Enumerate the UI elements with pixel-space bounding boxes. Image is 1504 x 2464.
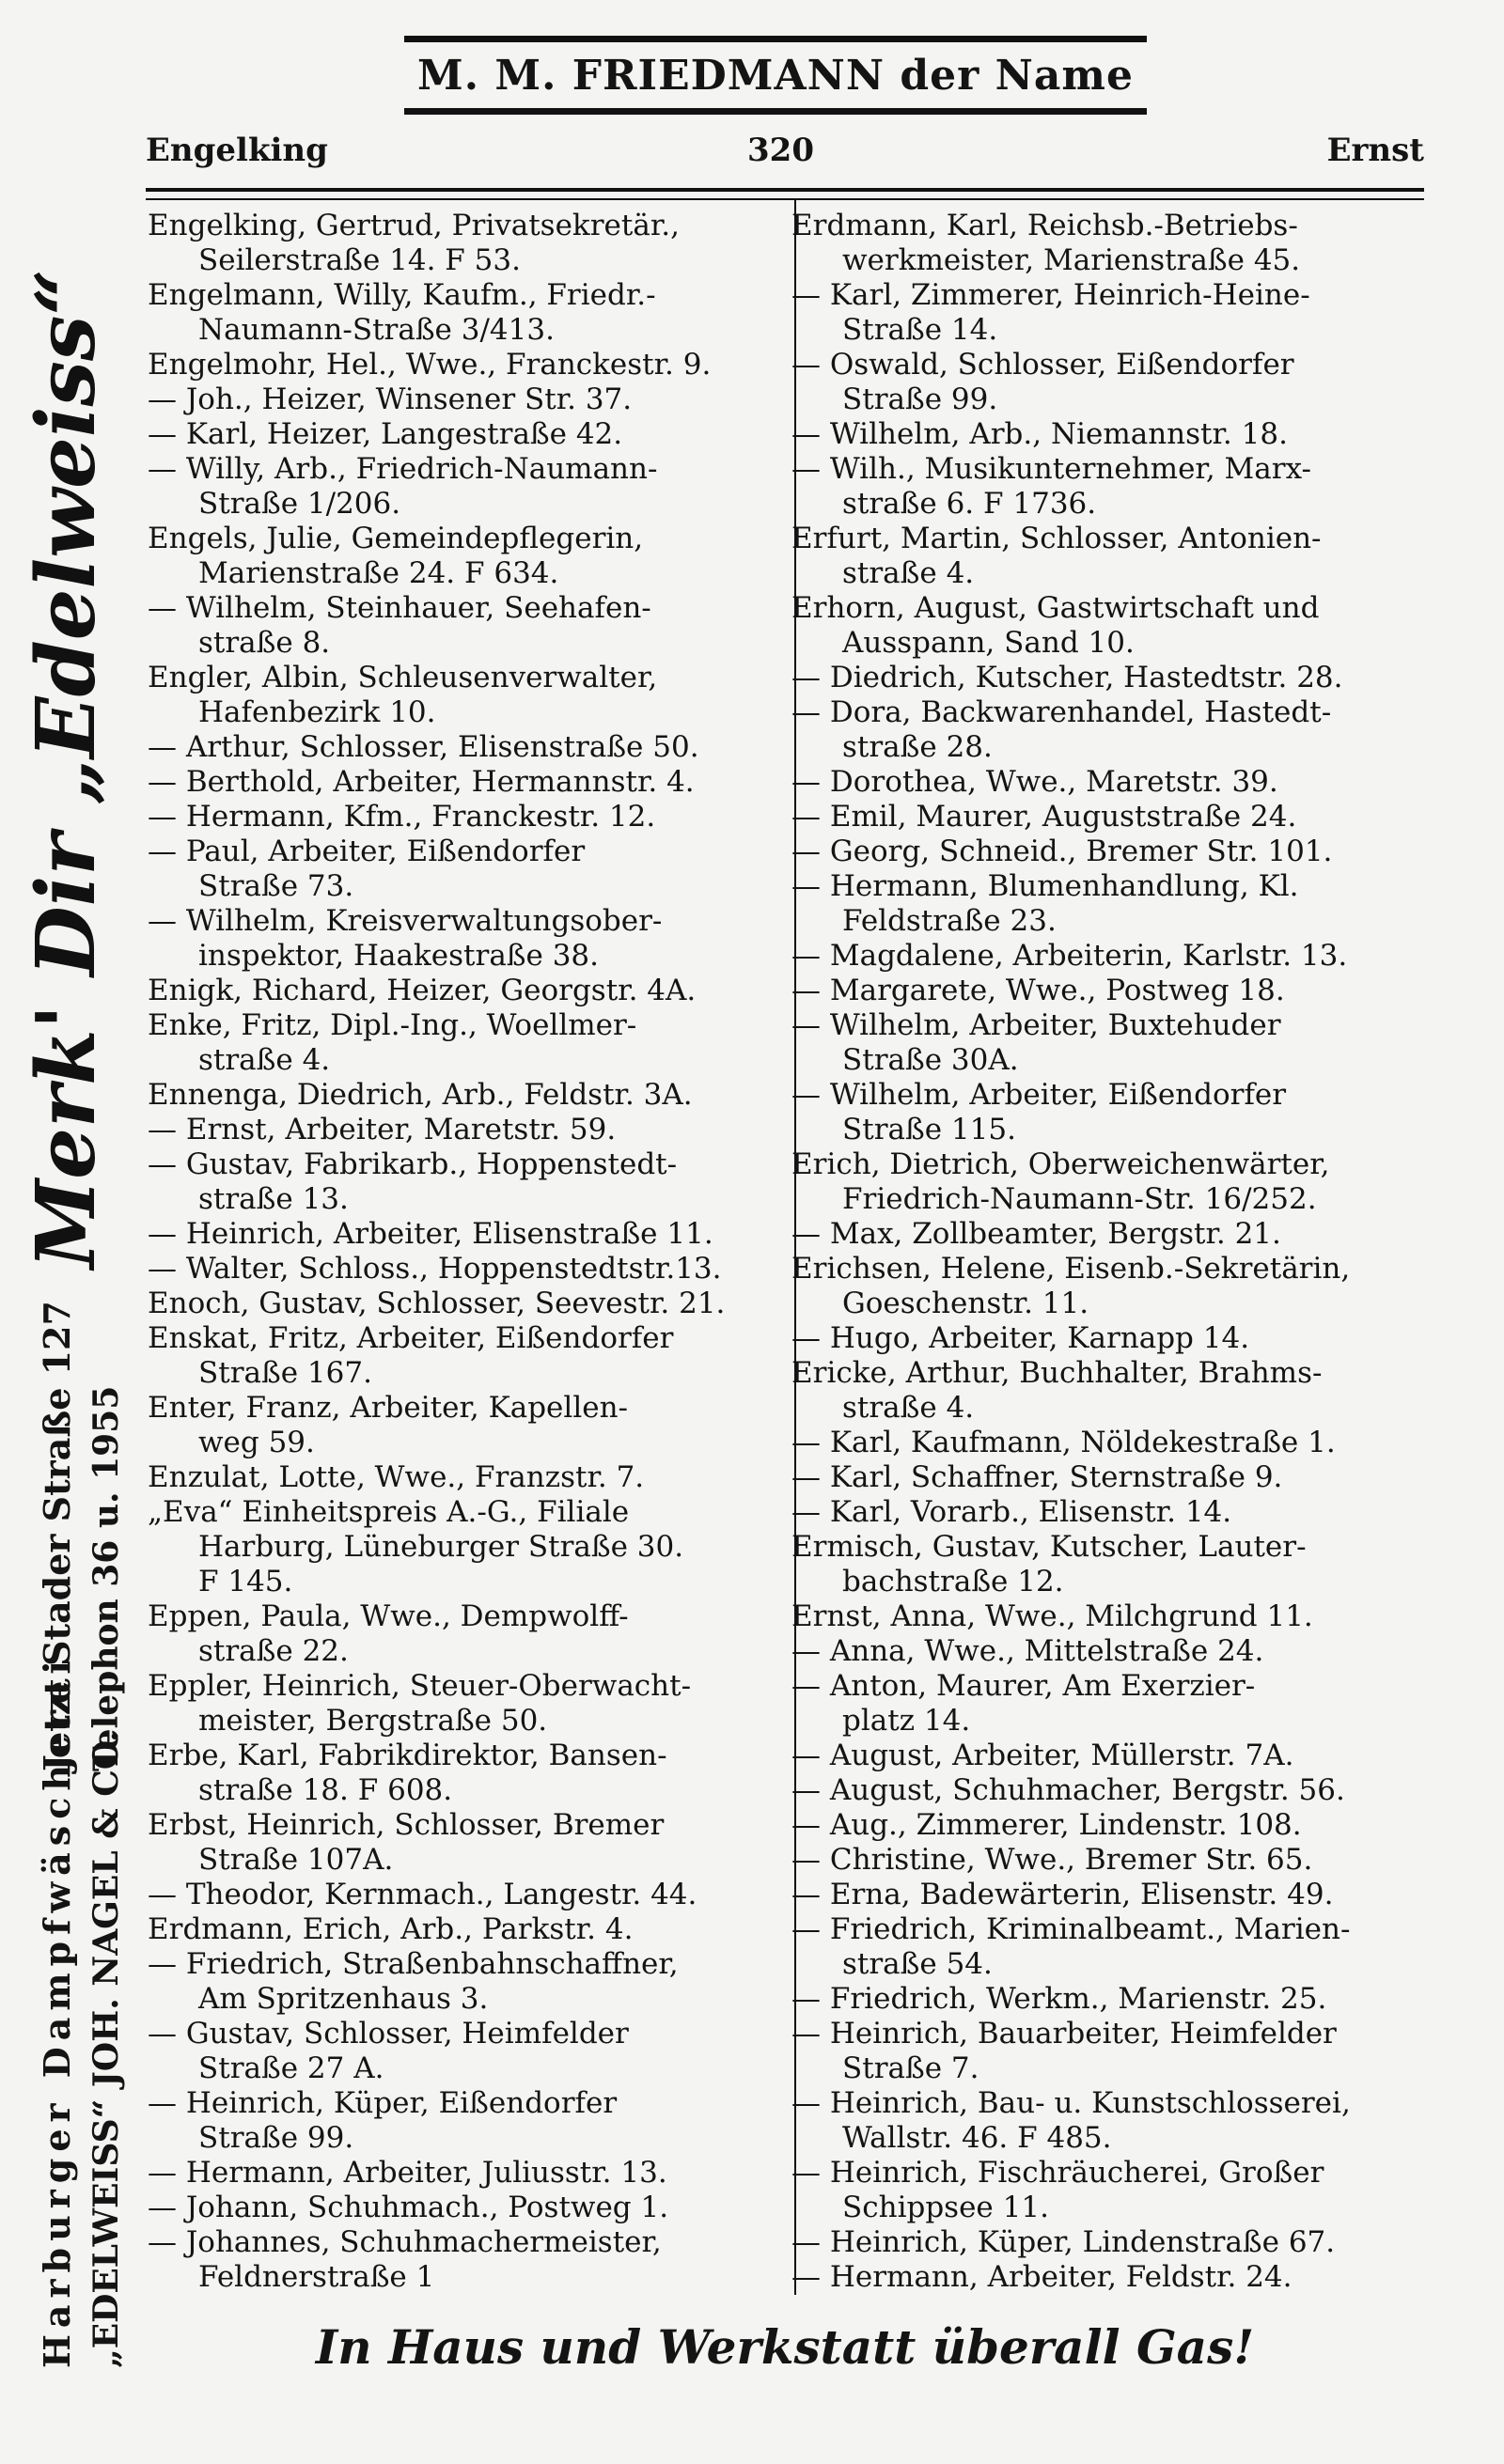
entry-line: Straße 27 A. xyxy=(198,2051,384,2085)
directory-entry xyxy=(148,1669,777,1739)
entry-line: Eppen, Paula, Wwe., Dempwolff- xyxy=(148,1599,629,1633)
directory-entry xyxy=(791,1530,1421,1599)
side-address-line1: Jetzt Stader Straße 127 xyxy=(36,1301,78,1771)
entry-line: Erfurt, Martin, Schlosser, Antonien- xyxy=(791,522,1322,555)
directory-entry xyxy=(791,591,1421,661)
directory-entry xyxy=(148,974,777,1008)
side-address-line2: Telephon 36 u. 1955 xyxy=(86,1385,126,1771)
directory-entry xyxy=(791,661,1421,695)
entry-line: Erbe, Karl, Fabrikdirektor, Bansen- xyxy=(148,1739,667,1772)
directory-entry xyxy=(148,1287,777,1321)
entry-line: Friedrich-Naumann-Str. 16/252. xyxy=(842,1182,1317,1216)
entry-line: — Walter, Schloss., Hoppenstedtstr.13. xyxy=(148,1252,722,1286)
footer-slogan: In Haus und Werkstatt überall Gas! xyxy=(315,2319,1255,2375)
directory-entry xyxy=(791,1773,1421,1808)
entry-line: — Hermann, Arbeiter, Feldstr. 24. xyxy=(791,2260,1292,2294)
directory-entry xyxy=(148,1808,777,1878)
entry-line: — Max, Zollbeamter, Bergstr. 21. xyxy=(791,1217,1281,1251)
entry-line: — Karl, Heizer, Langestraße 42. xyxy=(148,417,623,451)
entry-line: — Hermann, Kfm., Franckestr. 12. xyxy=(148,800,656,834)
entry-line: — Gustav, Schlosser, Heimfelder xyxy=(148,2017,629,2051)
entry-line: meister, Bergstraße 50. xyxy=(198,1704,548,1738)
entry-line: — Friedrich, Kriminalbeamt., Marien- xyxy=(791,1912,1351,1946)
entry-line: — Wilhelm, Arbeiter, Buxtehuder xyxy=(791,1008,1281,1042)
directory-entry xyxy=(791,522,1421,591)
directory-entry xyxy=(791,1599,1421,1634)
entry-line: Erbst, Heinrich, Schlosser, Bremer xyxy=(148,1808,665,1842)
directory-entry xyxy=(791,2225,1421,2260)
directory-entry xyxy=(148,1878,777,1912)
directory-entry xyxy=(791,1147,1421,1217)
entry-line: — Heinrich, Bauarbeiter, Heimfelder xyxy=(791,2017,1337,2051)
entry-line: Ericke, Arthur, Buchhalter, Brahms- xyxy=(791,1356,1323,1390)
entry-line: Straße 167. xyxy=(198,1356,372,1390)
directory-entry xyxy=(148,382,777,417)
entry-line: Straße 7. xyxy=(842,2051,979,2085)
entry-line: Ennenga, Diedrich, Arb., Feldstr. 3A. xyxy=(148,1078,693,1112)
entry-line: Straße 73. xyxy=(198,869,354,903)
entry-line: — Karl, Kaufmann, Nöldekestraße 1. xyxy=(791,1426,1336,1459)
directory-entry xyxy=(791,278,1421,348)
entry-line: straße 4. xyxy=(198,1043,331,1077)
entry-line: — Dorothea, Wwe., Maretstr. 39. xyxy=(791,765,1278,799)
entry-line: Ausspann, Sand 10. xyxy=(842,626,1135,660)
entry-line: Straße 1/206. xyxy=(198,487,401,521)
directory-entry xyxy=(791,939,1421,974)
entry-line: Engels, Julie, Gemeindepflegerin, xyxy=(148,522,644,555)
entry-line: — Dora, Backwarenhandel, Hastedt- xyxy=(791,695,1332,729)
directory-entry xyxy=(791,417,1421,452)
entry-line: Straße 30A. xyxy=(842,1043,1019,1077)
directory-entry xyxy=(791,1495,1421,1530)
directory-entry xyxy=(791,452,1421,522)
directory-entry xyxy=(148,1078,777,1113)
entry-line: — Margarete, Wwe., Postweg 18. xyxy=(791,974,1285,1007)
entry-line: Feldnerstraße 1 xyxy=(198,2260,435,2294)
entry-line: Wallstr. 46. F 485. xyxy=(842,2121,1112,2155)
entry-line: „Eva“ Einheitspreis A.-G., Filiale xyxy=(148,1495,630,1529)
directory-entry xyxy=(791,800,1421,834)
entry-line: Straße 99. xyxy=(842,382,998,416)
directory-entry xyxy=(791,1634,1421,1669)
directory-entry xyxy=(791,2260,1421,2295)
directory-entry xyxy=(148,417,777,452)
entry-line: Engelking, Gertrud, Privatsekretär., xyxy=(148,209,680,242)
directory-entry xyxy=(791,1739,1421,1773)
entry-line: Enter, Franz, Arbeiter, Kapellen- xyxy=(148,1391,629,1425)
directory-entry xyxy=(148,1113,777,1147)
entry-line: — Oswald, Schlosser, Eißendorfer xyxy=(791,348,1294,382)
directory-entry xyxy=(148,1739,777,1808)
directory-entry xyxy=(148,800,777,834)
directory-entry xyxy=(791,1878,1421,1912)
entry-line: inspektor, Haakestraße 38. xyxy=(198,939,600,973)
entry-line: — Anna, Wwe., Mittelstraße 24. xyxy=(791,1634,1264,1668)
header-rule-thin xyxy=(146,198,1424,200)
directory-entry xyxy=(791,1669,1421,1739)
directory-entry xyxy=(791,834,1421,869)
entry-line: Marienstraße 24. F 634. xyxy=(198,556,559,590)
entry-line: straße 4. xyxy=(842,1391,975,1425)
directory-entry xyxy=(791,209,1421,278)
directory-entry xyxy=(791,1982,1421,2017)
directory-entry xyxy=(148,904,777,974)
entry-line: — Wilh., Musikunternehmer, Marx- xyxy=(791,452,1311,486)
entry-line: Erichsen, Helene, Eisenb.-Sekretärin, xyxy=(791,1252,1351,1286)
directory-entry xyxy=(148,2225,777,2295)
directory-entry xyxy=(791,2086,1421,2156)
directory-entry xyxy=(148,1217,777,1252)
entry-line: straße 28. xyxy=(842,730,993,764)
directory-entry xyxy=(148,522,777,591)
directory-entry xyxy=(148,2191,777,2225)
directory-entry xyxy=(791,1078,1421,1147)
entry-line: Goeschenstr. 11. xyxy=(842,1287,1089,1320)
entry-line: — Erna, Badewärterin, Elisenstr. 49. xyxy=(791,1878,1334,1911)
directory-entry xyxy=(148,1947,777,2017)
entry-line: — August, Schuhmacher, Bergstr. 56. xyxy=(791,1773,1345,1807)
entry-line: — Heinrich, Bau- u. Kunstschlosserei, xyxy=(791,2086,1351,2120)
entry-line: Schippsee 11. xyxy=(842,2191,1049,2224)
entry-line: — Gustav, Fabrikarb., Hoppenstedt- xyxy=(148,1147,678,1181)
directory-entry xyxy=(148,1008,777,1078)
directory-entry xyxy=(791,1217,1421,1252)
entry-line: Enzulat, Lotte, Wwe., Franzstr. 7. xyxy=(148,1460,645,1494)
entry-line: — Friedrich, Werkm., Marienstr. 25. xyxy=(791,1982,1327,2016)
entry-line: Straße 115. xyxy=(842,1113,1016,1146)
entry-line: — Magdalene, Arbeiterin, Karlstr. 13. xyxy=(791,939,1348,973)
entry-line: — Georg, Schneid., Bremer Str. 101. xyxy=(791,834,1333,868)
entry-line: — Hermann, Blumenhandlung, Kl. xyxy=(791,869,1299,903)
directory-entry xyxy=(791,1356,1421,1426)
entry-line: straße 8. xyxy=(198,626,331,660)
side-company-line2: „EDELWEISS“ JOH. NAGEL & CO. xyxy=(86,1730,126,2368)
entry-line: — Johann, Schuhmach., Postweg 1. xyxy=(148,2191,669,2224)
entry-line: — Karl, Zimmerer, Heinrich-Heine- xyxy=(791,278,1310,312)
entry-line: straße 18. F 608. xyxy=(198,1773,453,1807)
entry-line: Enoch, Gustav, Schlosser, Seevestr. 21. xyxy=(148,1287,726,1320)
entry-line: Enigk, Richard, Heizer, Georgstr. 4A. xyxy=(148,974,697,1007)
directory-entry xyxy=(791,2156,1421,2225)
directory-entry xyxy=(148,834,777,904)
entry-line: — Emil, Maurer, Auguststraße 24. xyxy=(791,800,1297,834)
directory-entry xyxy=(148,1495,777,1599)
directory-entry xyxy=(148,209,777,278)
directory-entry xyxy=(148,2086,777,2156)
entry-line: — Karl, Schaffner, Sternstraße 9. xyxy=(791,1460,1283,1494)
directory-entry xyxy=(148,1321,777,1391)
entry-line: — Heinrich, Arbeiter, Elisenstraße 11. xyxy=(148,1217,713,1251)
directory-entry xyxy=(791,1426,1421,1460)
entry-line: werkmeister, Marienstraße 45. xyxy=(842,243,1301,277)
side-slogan: Merk' Dir „Edelweiss“ xyxy=(19,269,114,1269)
entry-line: — Berthold, Arbeiter, Hermannstr. 4. xyxy=(148,765,695,799)
entry-line: Ermisch, Gustav, Kutscher, Lauter- xyxy=(791,1530,1307,1564)
advertisement-banner: M. M. FRIEDMANN der Name xyxy=(404,36,1147,115)
directory-entry xyxy=(791,974,1421,1008)
directory-entry xyxy=(148,1912,777,1947)
entry-line: — Ernst, Arbeiter, Maretstr. 59. xyxy=(148,1113,617,1146)
entry-line: Feldstraße 23. xyxy=(842,904,1057,938)
entry-line: Hafenbezirk 10. xyxy=(198,695,436,729)
entry-line: F 145. xyxy=(198,1565,293,1598)
directory-entry xyxy=(791,765,1421,800)
entry-line: — Aug., Zimmerer, Lindenstr. 108. xyxy=(791,1808,1302,1842)
page-number: 320 xyxy=(747,132,814,169)
entry-line: — Diedrich, Kutscher, Hastedtstr. 28. xyxy=(791,661,1343,694)
directory-entry xyxy=(148,1460,777,1495)
directory-entry xyxy=(148,661,777,730)
directory-entry xyxy=(791,869,1421,939)
entry-line: straße 22. xyxy=(198,1634,349,1668)
directory-entry xyxy=(791,1321,1421,1356)
entry-line: Enke, Fritz, Dipl.-Ing., Woellmer- xyxy=(148,1008,637,1042)
entry-line: Naumann-Straße 3/413. xyxy=(198,313,555,347)
entry-line: weg 59. xyxy=(198,1426,315,1459)
header-rule xyxy=(146,188,1424,192)
entry-line: — Theodor, Kernmach., Langestr. 44. xyxy=(148,1878,697,1911)
entry-line: — Wilhelm, Steinhauer, Seehafen- xyxy=(148,591,651,625)
entry-line: Seilerstraße 14. F 53. xyxy=(198,243,521,277)
entry-line: — August, Arbeiter, Müllerstr. 7A. xyxy=(791,1739,1294,1772)
directory-entry xyxy=(148,1252,777,1287)
directory-entry xyxy=(791,1460,1421,1495)
directory-entry xyxy=(791,1808,1421,1843)
entry-line: Erich, Dietrich, Oberweichenwärter, xyxy=(791,1147,1330,1181)
entry-line: Straße 99. xyxy=(198,2121,354,2155)
directory-entry xyxy=(791,348,1421,417)
directory-entry xyxy=(791,1912,1421,1982)
entry-line: — Heinrich, Küper, Eißendorfer xyxy=(148,2086,618,2120)
directory-entry xyxy=(148,348,777,382)
directory-entry xyxy=(148,278,777,348)
entry-line: straße 4. xyxy=(842,556,975,590)
entry-line: Am Spritzenhaus 3. xyxy=(198,1982,489,2016)
entry-line: Erdmann, Erich, Arb., Parkstr. 4. xyxy=(148,1912,634,1946)
entry-line: — Heinrich, Fischräucherei, Großer xyxy=(791,2156,1324,2190)
entry-line: Engelmann, Willy, Kaufm., Friedr.- xyxy=(148,278,656,312)
entry-line: — Karl, Vorarb., Elisenstr. 14. xyxy=(791,1495,1232,1529)
directory-entry xyxy=(148,730,777,765)
running-header xyxy=(146,132,1424,179)
entry-line: — Wilhelm, Kreisverwaltungsober- xyxy=(148,904,663,938)
entry-line: Erhorn, August, Gastwirtschaft und xyxy=(791,591,1320,625)
directory-entry xyxy=(148,2017,777,2086)
entry-line: Enskat, Fritz, Arbeiter, Eißendorfer xyxy=(148,1321,674,1355)
entry-line: straße 6. F 1736. xyxy=(842,487,1097,521)
entry-line: — Christine, Wwe., Bremer Str. 65. xyxy=(791,1843,1313,1877)
directory-entry xyxy=(148,591,777,661)
directory-entry xyxy=(148,452,777,522)
entry-line: — Anton, Maurer, Am Exerzier- xyxy=(791,1669,1256,1703)
entry-line: — Arthur, Schlosser, Elisenstraße 50. xyxy=(148,730,699,764)
directory-entry xyxy=(791,695,1421,765)
directory-entry xyxy=(791,1008,1421,1078)
entry-line: — Hermann, Arbeiter, Juliusstr. 13. xyxy=(148,2156,667,2190)
entry-line: Ernst, Anna, Wwe., Milchgrund 11. xyxy=(791,1599,1313,1633)
entry-line: Harburg, Lüneburger Straße 30. xyxy=(198,1530,684,1564)
directory-entry xyxy=(148,765,777,800)
entry-line: Engler, Albin, Schleusenverwalter, xyxy=(148,661,658,694)
header-last-name: Ernst xyxy=(1326,132,1424,169)
left-column xyxy=(148,209,777,2295)
entry-line: — Willy, Arb., Friedrich-Naumann- xyxy=(148,452,658,486)
entry-line: Erdmann, Karl, Reichsb.-Betriebs- xyxy=(791,209,1298,242)
entry-line: — Wilhelm, Arbeiter, Eißendorfer xyxy=(791,1078,1287,1112)
directory-entry xyxy=(791,1843,1421,1878)
entry-line: Engelmohr, Hel., Wwe., Franckestr. 9. xyxy=(148,348,712,382)
entry-line: Straße 14. xyxy=(842,313,998,347)
directory-entry xyxy=(148,1599,777,1669)
entry-line: straße 54. xyxy=(842,1947,993,1981)
directory-entry xyxy=(791,1252,1421,1321)
entry-line: — Hugo, Arbeiter, Karnapp 14. xyxy=(791,1321,1250,1355)
entry-line: — Johannes, Schuhmachermeister, xyxy=(148,2225,662,2259)
entry-line: Straße 107A. xyxy=(198,1843,394,1877)
entry-line: — Heinrich, Küper, Lindenstraße 67. xyxy=(791,2225,1336,2259)
entry-line: bachstraße 12. xyxy=(842,1565,1064,1598)
directory-entry xyxy=(148,2156,777,2191)
entry-line: — Paul, Arbeiter, Eißendorfer xyxy=(148,834,586,868)
header-first-name: Engelking xyxy=(146,132,328,169)
entry-line: platz 14. xyxy=(842,1704,971,1738)
entry-line: Eppler, Heinrich, Steuer-Oberwacht- xyxy=(148,1669,692,1703)
entry-line: — Joh., Heizer, Winsener Str. 37. xyxy=(148,382,633,416)
entry-line: — Wilhelm, Arb., Niemannstr. 18. xyxy=(791,417,1288,451)
entry-line: straße 13. xyxy=(198,1182,349,1216)
side-company-line1: Harburger Dampfwäscherei xyxy=(36,1654,78,2368)
right-column xyxy=(791,209,1421,2295)
entry-line: — Friedrich, Straßenbahnschaffner, xyxy=(148,1947,679,1981)
directory-entry xyxy=(148,1391,777,1460)
directory-entry xyxy=(148,1147,777,1217)
directory-entry xyxy=(791,2017,1421,2086)
